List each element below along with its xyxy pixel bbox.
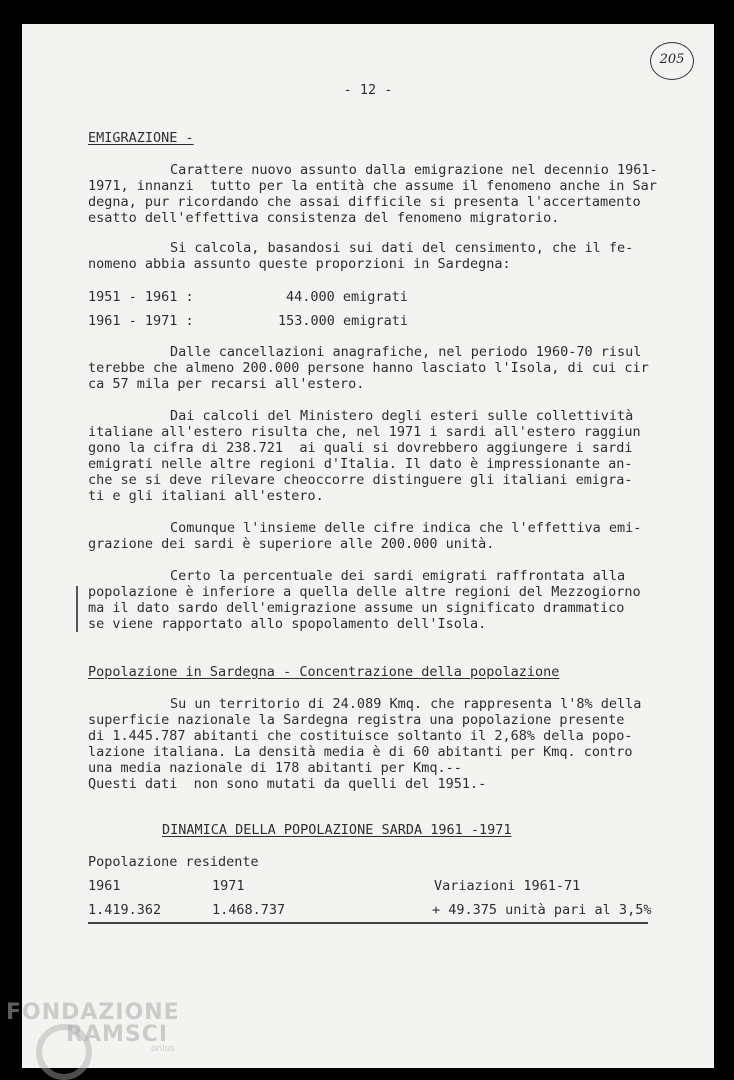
table-header-variazioni: Variazioni 1961-71	[434, 878, 581, 894]
page-number: - 12 -	[343, 82, 393, 98]
paragraph-line: ti e gli italiani all'estero.	[88, 488, 324, 504]
paragraph-line: Certo la percentuale dei sardi emigrati raffrontata alla	[170, 568, 626, 584]
stat-period: 1951 - 1961 :	[88, 289, 194, 305]
watermark-line-2: RAMSCI	[66, 1022, 169, 1047]
paragraph-line: se viene rapportato allo spopolamento dell'Isola.	[88, 616, 487, 632]
paragraph-line: Comunque l'insieme delle cifre indica che l'effettiva emi-	[170, 520, 642, 536]
watermark-line-3: onlus	[151, 1044, 176, 1054]
document-page	[22, 24, 714, 1068]
table-cell-variazioni: + 49.375 unità pari al 3,5%	[432, 902, 652, 918]
stat-value: 153.000 emigrati	[278, 313, 409, 329]
paragraph-line: nomeno abbia assunto queste proporzioni in Sardegna:	[88, 256, 511, 272]
paragraph-line: terebbe che almeno 200.000 persone hanno lasciato l'Isola, di cui cir	[88, 360, 649, 376]
section-heading-popolazione: Popolazione in Sardegna - Concentrazione della popolazione	[88, 664, 560, 680]
paragraph-line: grazione dei sardi è superiore alle 200.000 unità.	[88, 536, 495, 552]
paragraph-line: ca 57 mila per recarsi all'estero.	[88, 376, 365, 392]
table-header-1961: 1961	[88, 878, 121, 894]
paragraph-line: italiane all'estero risulta che, nel 1971 i sardi all'estero raggiun	[88, 424, 641, 440]
paragraph-line: Questi dati non sono mutati da quelli del 1951.-	[88, 776, 487, 792]
handwritten-page-annotation: 205	[650, 42, 694, 80]
margin-bracket-mark	[76, 586, 78, 632]
table-title: DINAMICA DELLA POPOLAZIONE SARDA 1961 -1971	[162, 822, 512, 838]
paragraph-line: Carattere nuovo assunto dalla emigrazione nel decennio 1961-	[170, 162, 658, 178]
watermark-logo	[6, 1000, 180, 1054]
paragraph-line: che se si deve rilevare cheoccorre distinguere gli italiani emigra-	[88, 472, 633, 488]
paragraph-line: emigrati nelle altre regioni d'Italia. Il dato è impressionante an-	[88, 456, 633, 472]
paragraph-line: Dalle cancellazioni anagrafiche, nel periodo 1960-70 risul	[170, 344, 642, 360]
paragraph-line: ma il dato sardo dell'emigrazione assume un significato drammatico	[88, 600, 625, 616]
section-heading-emigrazione: EMIGRAZIONE -	[88, 130, 194, 146]
paragraph-line: superficie nazionale la Sardegna registra una popolazione presente	[88, 712, 625, 728]
watermark-line-1: FONDAZIONE	[6, 1000, 180, 1025]
paragraph-line: popolazione è inferiore a quella delle altre regioni del Mezzogiorno	[88, 584, 641, 600]
stat-value: 44.000 emigrati	[286, 289, 408, 305]
paragraph-line: 1971, innanzi tutto per la entità che assume il fenomeno anche in Sar	[88, 178, 657, 194]
paragraph-line: esatto dell'effettiva consistenza del fenomeno migratorio.	[88, 210, 560, 226]
paragraph-line: gono la cifra di 238.721 ai quali si dovrebbero aggiungere i sardi	[88, 440, 633, 456]
paragraph-line: lazione italiana. La densità media è di 60 abitanti per Kmq. contro	[88, 744, 633, 760]
table-subtitle: Popolazione residente	[88, 854, 259, 870]
stat-period: 1961 - 1971 :	[88, 313, 194, 329]
paragraph-line: Dai calcoli del Ministero degli esteri sulle collettività	[170, 408, 634, 424]
paragraph-line: Si calcola, basandosi sui dati del censimento, che il fe-	[170, 240, 634, 256]
paragraph-line: Su un territorio di 24.089 Kmq. che rappresenta l'8% della	[170, 696, 642, 712]
table-bottom-rule	[88, 922, 648, 924]
paragraph-line: di 1.445.787 abitanti che costituisce soltanto il 2,68% della popo-	[88, 728, 633, 744]
table-cell-1971: 1.468.737	[212, 902, 286, 918]
table-header-1971: 1971	[212, 878, 245, 894]
table-cell-1961: 1.419.362	[88, 902, 162, 918]
paragraph-line: una media nazionale di 178 abitanti per Kmq.--	[88, 760, 462, 776]
paragraph-line: degna, pur ricordando che assai difficile si presenta l'accertamento	[88, 194, 641, 210]
